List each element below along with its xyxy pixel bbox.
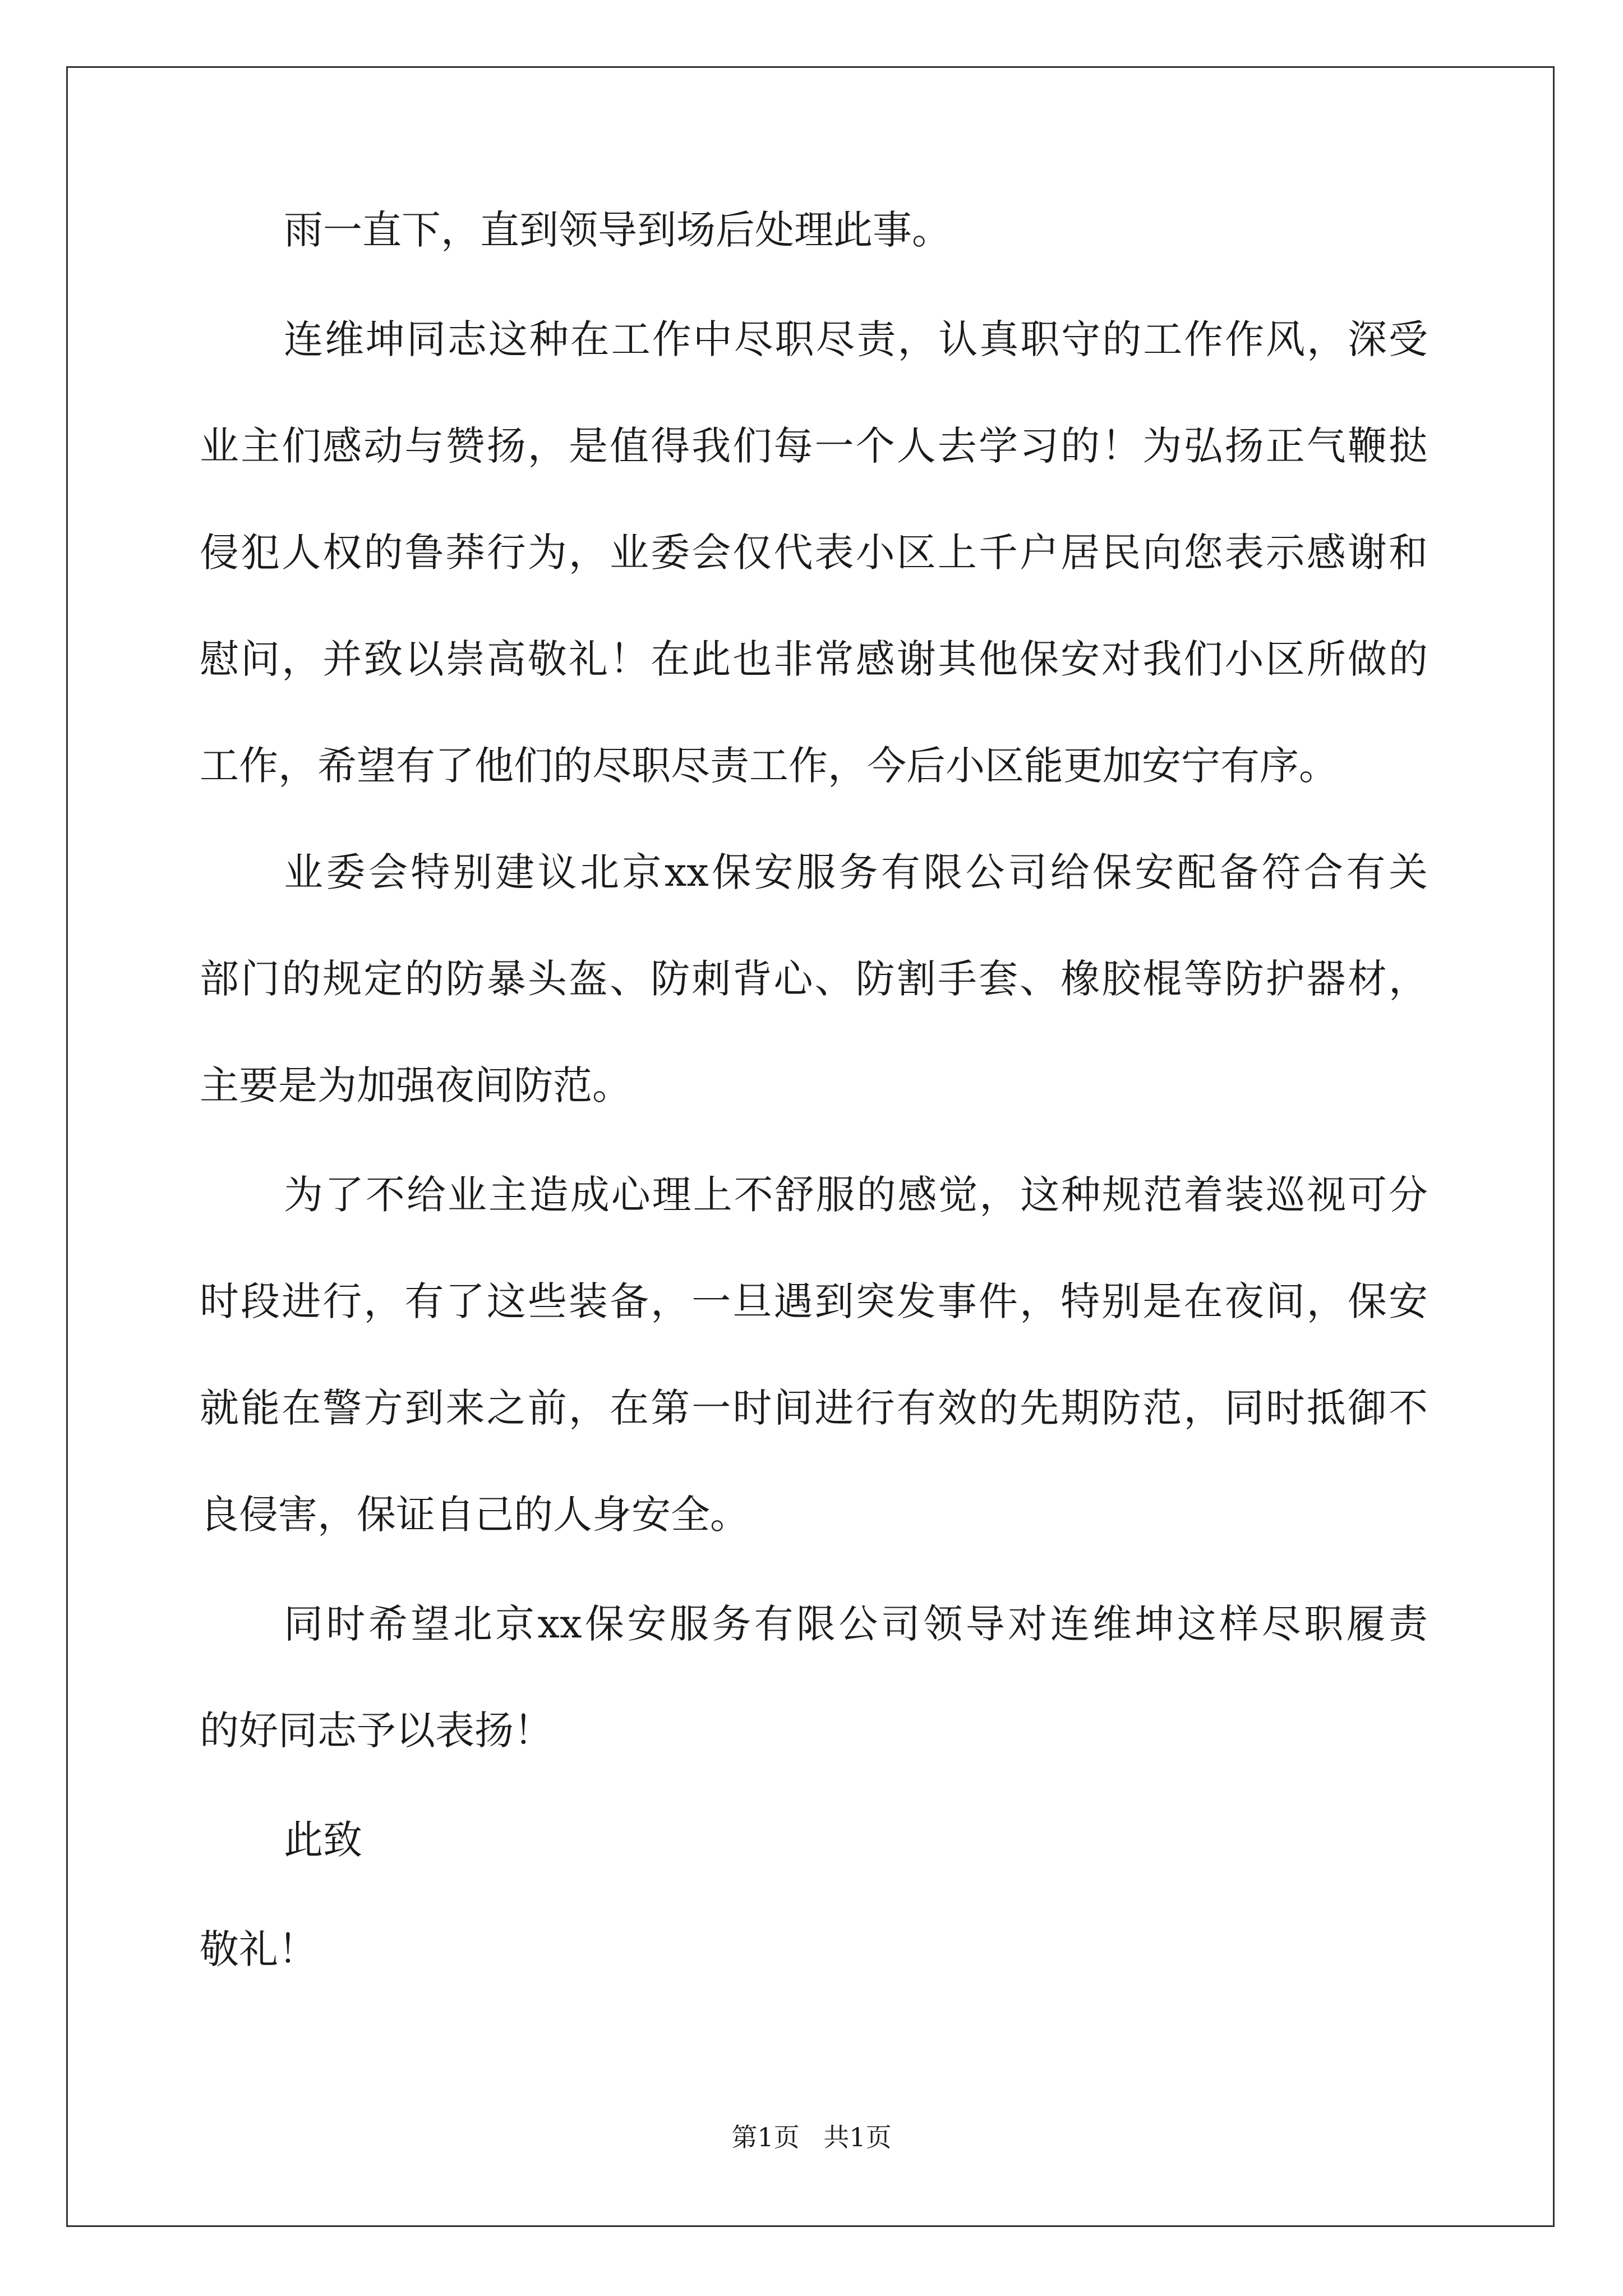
text-line: 工作，希望有了他们的尽职尽责工作，今后小区能更加安宁有序。 — [200, 743, 1338, 789]
text-line: 时段进行，有了这些装备，一旦遇到突发事件，特别是在夜间，保安 — [200, 1278, 1428, 1324]
text-line: 为了不给业主造成心理上不舒服的感觉，这种规范着装巡视可分 — [284, 1172, 1428, 1218]
text-line: 业委会特别建议北京xx保安服务有限公司给保安配备符合有关 — [284, 849, 1428, 895]
page-number: 第1页 — [731, 2122, 800, 2152]
text-line: 主要是为加强夜间防范。 — [200, 1062, 631, 1108]
text-line: 就能在警方到来之前，在第一时间进行有效的先期防范，同时抵御不 — [200, 1385, 1428, 1431]
page-footer — [0, 2120, 1623, 2154]
text-line: 部门的规定的防暴头盔、防刺背心、防割手套、橡胶棍等防护器材， — [200, 956, 1428, 1002]
page-border — [66, 66, 1555, 2227]
text-line: 慰问，并致以崇高敬礼！在此也非常感谢其他保安对我们小区所做的 — [200, 636, 1428, 682]
text-line: 雨一直下，直到领导到场后处理此事。 — [284, 207, 951, 253]
text-line: 业主们感动与赞扬，是值得我们每一个人去学习的！为弘扬正气鞭挞 — [200, 423, 1428, 469]
text-line: 的好同志予以表扬！ — [200, 1708, 553, 1754]
closing-line: 此致 — [284, 1817, 362, 1863]
text-line: 连维坤同志这种在工作中尽职尽责，认真职守的工作作风，深受 — [284, 316, 1428, 362]
text-line: 同时希望北京xx保安服务有限公司领导对连维坤这样尽职履责 — [284, 1601, 1428, 1647]
text-line: 侵犯人权的鲁莽行为，业委会仅代表小区上千户居民向您表示感谢和 — [200, 530, 1428, 576]
text-line: 良侵害，保证自己的人身安全。 — [200, 1492, 749, 1538]
page-total: 共1页 — [823, 2122, 892, 2152]
salutation-line: 敬礼！ — [200, 1926, 317, 1972]
